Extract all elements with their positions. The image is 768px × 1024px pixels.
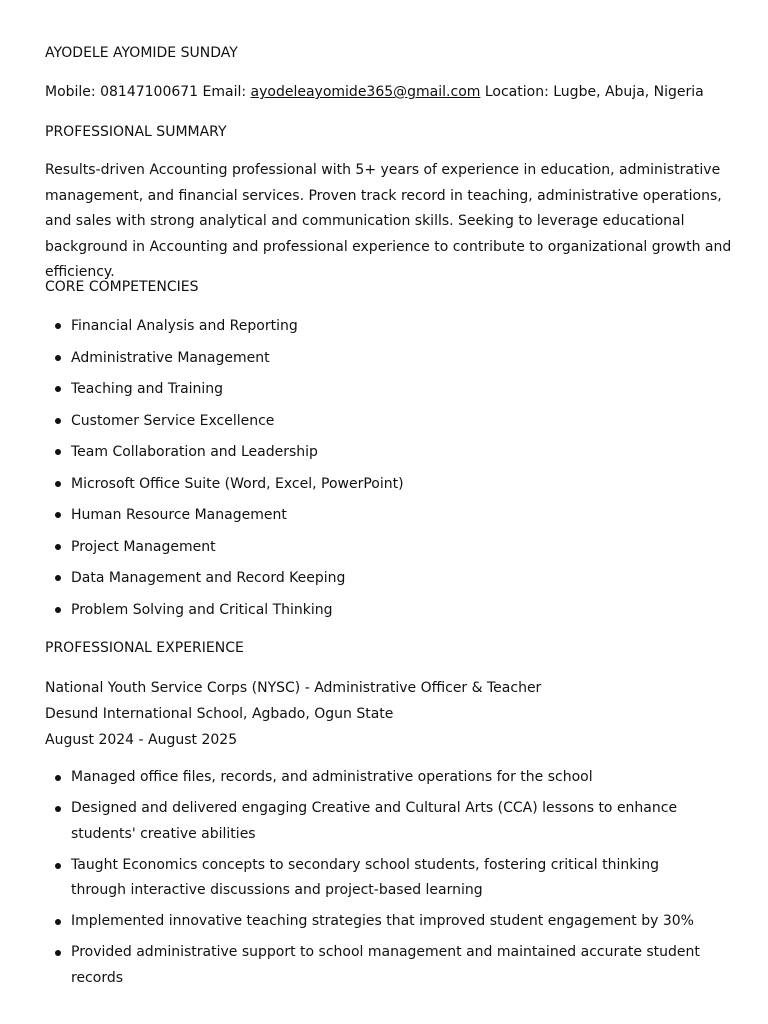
list-item: Project Management — [45, 538, 735, 556]
job-employer: Desund International School, Agbado, Ogun State — [45, 706, 394, 722]
candidate-name: AYODELE AYOMIDE SUNDAY — [45, 45, 238, 61]
job-duties-list — [45, 765, 735, 997]
summary-text: Results-driven Accounting professional with 5+ years of experience in education, administrative management, and financial services. Proven track record in teaching, administrative operations, and sales with strong analytical and communication skills. Seeking to leverage educational background in Accounting and professional experience to contribute to organizational growth and efficiency. — [45, 162, 732, 280]
list-item: Customer Service Excellence — [45, 412, 735, 430]
location-value: Lugbe, Abuja, Nigeria — [553, 84, 704, 100]
list-item: Provided administrative support to school management and maintained accurate student records — [45, 940, 735, 991]
list-item: Human Resource Management — [45, 506, 735, 524]
email-label: Email: — [202, 84, 247, 100]
list-item: Teaching and Training — [45, 380, 735, 398]
list-item: Taught Economics concepts to secondary school students, fostering critical thinking through interactive discussions and project-based learning — [45, 853, 711, 904]
mobile-number: 08147100671 — [100, 84, 199, 100]
mobile-label: Mobile: — [45, 84, 96, 100]
job-title: National Youth Service Corps (NYSC) - Administrative Officer & Teacher — [45, 680, 542, 696]
list-item: Microsoft Office Suite (Word, Excel, PowerPoint) — [45, 475, 735, 493]
competencies-heading: CORE COMPETENCIES — [45, 279, 199, 295]
list-item: Designed and delivered engaging Creative and Cultural Arts (CCA) lessons to enhance students' creative abilities — [45, 796, 711, 847]
list-item: Administrative Management — [45, 349, 735, 367]
list-item: Problem Solving and Critical Thinking — [45, 601, 735, 619]
job-dates: August 2024 - August 2025 — [45, 732, 238, 748]
competencies-list — [45, 317, 735, 632]
summary-heading: PROFESSIONAL SUMMARY — [45, 124, 227, 140]
list-item: Managed office files, records, and administrative operations for the school — [45, 765, 735, 791]
list-item: Implemented innovative teaching strategies that improved student engagement by 30% — [45, 909, 735, 935]
email-link[interactable]: ayodeleayomide365@gmail.com — [250, 84, 481, 100]
list-item: Financial Analysis and Reporting — [45, 317, 735, 335]
list-item: Data Management and Record Keeping — [45, 569, 735, 587]
contact-line — [45, 83, 704, 101]
location-label: Location: — [484, 84, 549, 100]
experience-heading: PROFESSIONAL EXPERIENCE — [45, 640, 244, 656]
list-item: Team Collaboration and Leadership — [45, 443, 735, 461]
